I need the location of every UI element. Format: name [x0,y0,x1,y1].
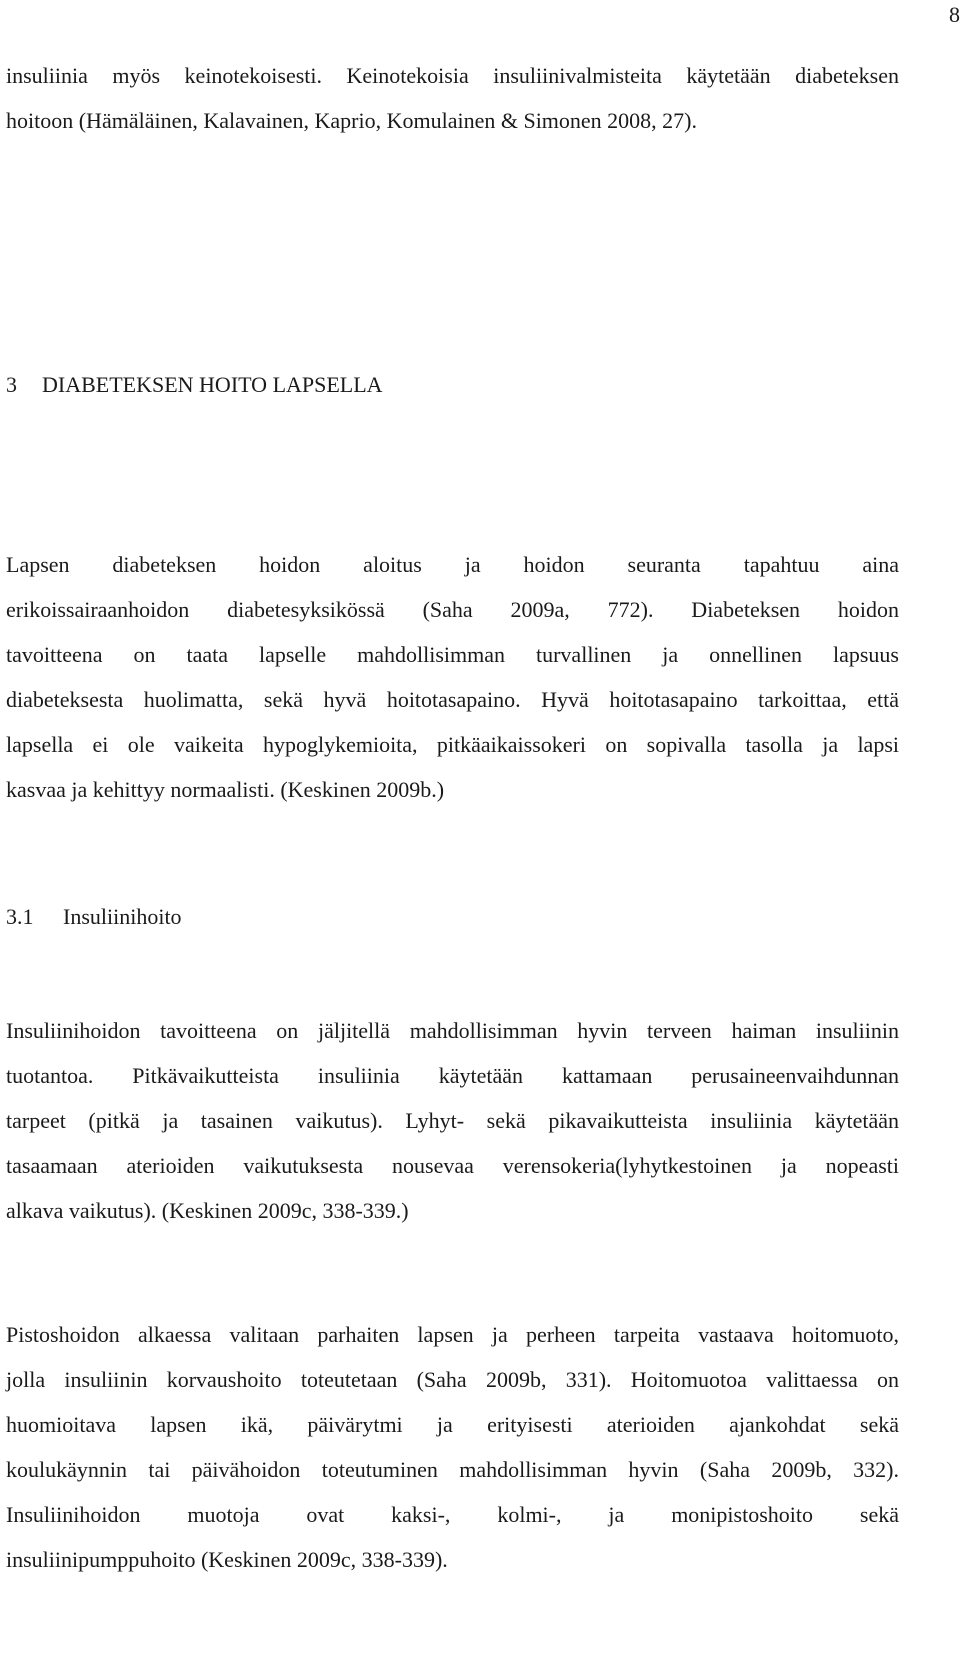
text-line: hoitoon (Hämäläinen, Kalavainen, Kaprio, Komulainen & Simonen 2008, 27). [6,108,698,133]
text-line: tasaamaan aterioiden vaikutuksesta nousevaa verensokeria(lyhytkestoinen ja nopeasti [6,1153,899,1178]
chapter-title: DIABETEKSEN HOITO LAPSELLA [42,372,383,397]
text-line: tavoitteena on taata lapselle mahdollisimman turvallinen ja onnellinen lapsuus [6,642,899,667]
text-line: insuliinia myös keinotekoisesti. Keinotekoisia insuliinivalmisteita käytetään diabeteksen [6,63,899,88]
text-line: tarpeet (pitkä ja tasainen vaikutus). Lyhyt- sekä pikavaikutteista insuliinia käytetään [6,1108,899,1133]
text-line: Lapsen diabeteksen hoidon aloitus ja hoidon seuranta tapahtuu aina [6,552,899,577]
paragraph-section-3-1-a [6,1008,899,1233]
page-number: 8 [949,2,960,27]
text-line: Insuliinihoidon muotoja ovat kaksi-, kolmi-, ja monipistoshoito sekä [6,1502,899,1527]
text-line: koulukäynnin tai päivähoidon toteutuminen mahdollisimman hyvin (Saha 2009b, 332). [6,1457,899,1482]
paragraph-intro [6,53,899,143]
text-line: Insuliinihoidon tavoitteena on jäljitellä mahdollisimman hyvin terveen haiman insuliinin [6,1018,899,1043]
text-line: erikoissairaanhoidon diabetesyksikössä (Saha 2009a, 772). Diabeteksen hoidon [6,597,899,622]
text-line: jolla insuliinin korvaushoito toteutetaan (Saha 2009b, 331). Hoitomuotoa valittaessa on [6,1367,899,1392]
section-title: Insuliinihoito [63,904,182,929]
chapter-heading [6,370,383,400]
text-line: diabeteksesta huolimatta, sekä hyvä hoitotasapaino. Hyvä hoitotasapaino tarkoittaa, että [6,687,899,712]
text-line: alkava vaikutus). (Keskinen 2009c, 338-339.) [6,1198,409,1223]
paragraph-section-3-1-b [6,1312,899,1582]
text-line: kasvaa ja kehittyy normaalisti. (Keskinen 2009b.) [6,777,445,802]
paragraph-chapter-3 [6,542,899,812]
text-line: tuotantoa. Pitkävaikutteista insuliinia käytetään kattamaan perusaineenvaihdunnan [6,1063,899,1088]
text-line: huomioitava lapsen ikä, päivärytmi ja erityisesti aterioiden ajankohdat sekä [6,1412,899,1437]
section-heading [6,902,182,932]
text-line: Pistoshoidon alkaessa valitaan parhaiten lapsen ja perheen tarpeita vastaava hoitomuoto, [6,1322,899,1347]
chapter-number: 3 [6,372,17,397]
text-line: insuliinipumppuhoito (Keskinen 2009c, 338-339). [6,1547,448,1572]
section-number: 3.1 [6,904,34,929]
text-line: lapsella ei ole vaikeita hypoglykemioita, pitkäaikaissokeri on sopivalla tasolla ja lapsi [6,732,899,757]
